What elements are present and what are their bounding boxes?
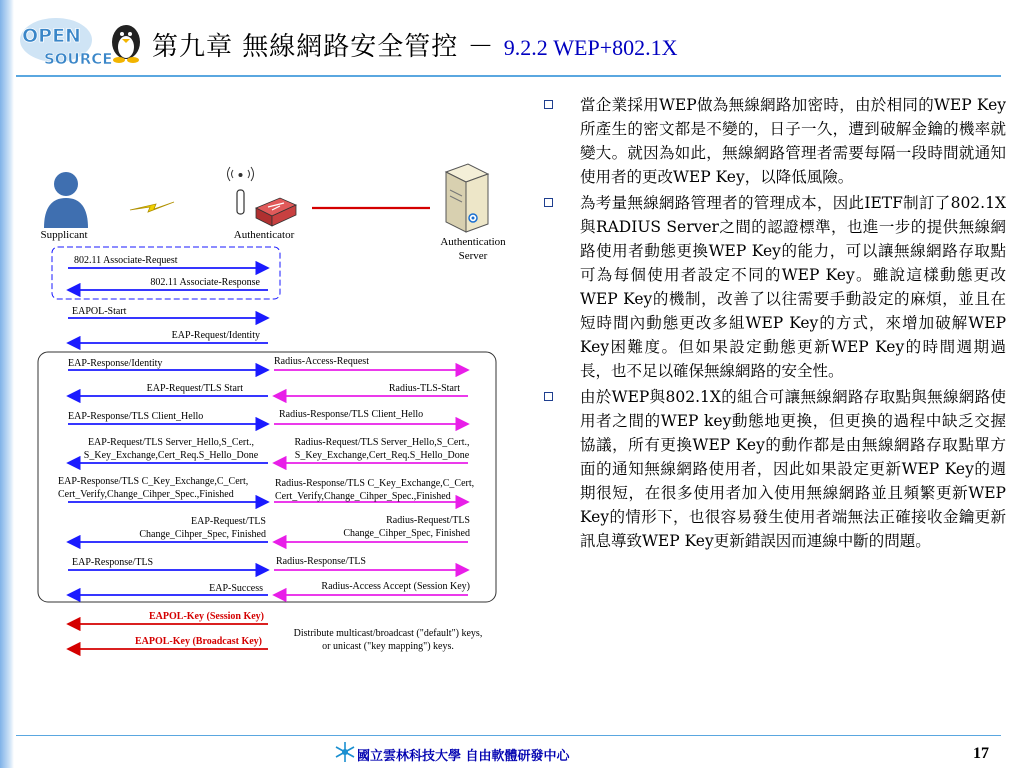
bullet-text: 當企業採用WEP做為無線網路加密時，由於相同的WEP Key所產生的密文都是不變的，日子一久，遭到破解金鑰的機率就變大。就因為如此，無線網路管理者需要每隔一段時間就通知使用者的更改WEP Key，以降低風險。 xyxy=(580,96,1006,186)
snowflake-icon xyxy=(334,741,356,763)
title-divider xyxy=(16,75,1001,77)
footer-divider xyxy=(16,735,1001,736)
msg-eapol-session-key: EAPOL-Key (Session Key) xyxy=(149,611,264,622)
key-distribution-note-2: or unicast ("key mapping") keys. xyxy=(322,641,454,652)
bullet-item xyxy=(536,385,1006,553)
msg-eap-success: EAP-Success xyxy=(209,583,263,594)
bullet-text: 由於WEP與802.1X的組合可讓無線網路存取點與無線網路使用者之間的WEP key動態地更換，但更換的過程中缺乏交握協議，所有更換WEP Key的動作都是由無線網路存取點單方面的通知無線網路使用者，因此如果設定更新WEP Key的週期很短，在很多使用者加入使用無線網路並且頻繁更新WEP Key的情形下，也很容易發生使用者端無法正確接收金鑰更新訊息導致WEP Key更新錯誤因而連線中斷的問題。 xyxy=(580,388,1006,550)
bullet-list xyxy=(536,93,1006,555)
msg-eap-response-client-hello: EAP-Response/TLS Client_Hello xyxy=(68,411,204,422)
msg-radius-access-request: Radius-Access-Request xyxy=(274,356,369,367)
svg-text:OPEN: OPEN xyxy=(22,25,81,47)
msg-eap-request-change-cipher-2: Change_Cihper_Spec, Finished xyxy=(139,529,266,540)
square-bullet-icon xyxy=(544,198,553,207)
msg-eap-response-tls: EAP-Response/TLS xyxy=(72,557,154,568)
msg-radius-access-accept: Radius-Access Accept (Session Key) xyxy=(321,581,470,592)
page-title xyxy=(152,26,678,63)
bullet-text: 為考量無線網路管理者的管理成本，因此IETF制訂了802.1X與RADIUS Server之間的認證標準，也進一步的提供無線網路使用者動態更換WEP Key的能力，可以讓無線網路存取點可為每個使用者設定不同的WEP Key。雖說這樣動態更改WEP Key的機制，改善了以往需要手動設定的麻煩，並且在短時間內動態更改多組WEP Key的方式，來增加破解WEP Key困難度。但如果設定動態更新WEP Key的時間週期過長，也不足以確保無線網路的安全性。 xyxy=(580,194,1006,380)
wep-8021x-sequence-diagram xyxy=(28,160,528,660)
msg-eap-request-tls-start: EAP-Request/TLS Start xyxy=(146,383,243,394)
msg-eap-response-identity: EAP-Response/Identity xyxy=(68,358,163,369)
title-main: 第九章 無線網路安全管控 － xyxy=(152,32,495,62)
open-source-logo xyxy=(18,12,144,70)
svg-text:SOURCE: SOURCE xyxy=(44,50,113,68)
actor-supplicant: Supplicant xyxy=(40,229,88,241)
footer-organization: 國立雲林科技大學 自由軟體研發中心 xyxy=(357,749,570,764)
actor-auth-server-line2: Server xyxy=(458,250,488,262)
msg-eap-request-server-hello-1: EAP-Request/TLS Server_Hello,S_Cert., xyxy=(87,437,255,448)
msg-radius-tls-start: Radius-TLS-Start xyxy=(388,383,460,394)
actor-auth-server-line1: Authentication xyxy=(440,236,506,248)
msg-radius-change-cipher-1: Radius-Request/TLS xyxy=(386,515,470,526)
msg-radius-key-exchange-1: Radius-Response/TLS C_Key_Exchange,C_Cert, xyxy=(275,478,475,489)
msg-radius-response-tls: Radius-Response/TLS xyxy=(276,556,366,567)
left-decorative-bar xyxy=(0,0,14,768)
msg-radius-change-cipher-2: Change_Cihper_Spec, Finished xyxy=(343,528,470,539)
msg-eap-request-change-cipher-1: EAP-Request/TLS xyxy=(191,516,266,527)
title-sub: 9.2.2 WEP+802.1X xyxy=(503,35,678,60)
msg-eap-request-server-hello-2: S_Key_Exchange,Cert_Req.S_Hello_Done xyxy=(83,450,259,461)
page-number: 17 xyxy=(973,745,989,762)
msg-associate-response: 802.11 Associate-Response xyxy=(150,277,260,288)
bullet-item xyxy=(536,191,1006,383)
msg-radius-client-hello: Radius-Response/TLS Client_Hello xyxy=(279,409,424,420)
msg-radius-server-hello-1: Radius-Request/TLS Server_Hello,S_Cert., xyxy=(294,437,470,448)
square-bullet-icon xyxy=(544,100,553,109)
msg-radius-key-exchange-2: Cert_Verify,Change_Cihper_Spec.,Finished xyxy=(275,491,451,502)
msg-eap-request-identity: EAP-Request/Identity xyxy=(171,330,260,341)
square-bullet-icon xyxy=(544,392,553,401)
bullet-item xyxy=(536,93,1006,189)
key-distribution-note-1: Distribute multicast/broadcast ("default") keys, xyxy=(293,628,483,639)
msg-eapol-broadcast-key: EAPOL-Key (Broadcast Key) xyxy=(134,636,262,647)
msg-eap-response-key-exchange-2: Cert_Verify,Change_Cihper_Spec.,Finished xyxy=(58,489,234,500)
msg-eapol-start: EAPOL-Start xyxy=(72,306,127,317)
actor-authenticator: Authenticator xyxy=(233,229,295,241)
msg-associate-request: 802.11 Associate-Request xyxy=(74,255,178,266)
msg-radius-server-hello-2: S_Key_Exchange,Cert_Req.S_Hello_Done xyxy=(294,450,470,461)
msg-eap-response-key-exchange-1: EAP-Response/TLS C_Key_Exchange,C_Cert, xyxy=(58,476,249,487)
